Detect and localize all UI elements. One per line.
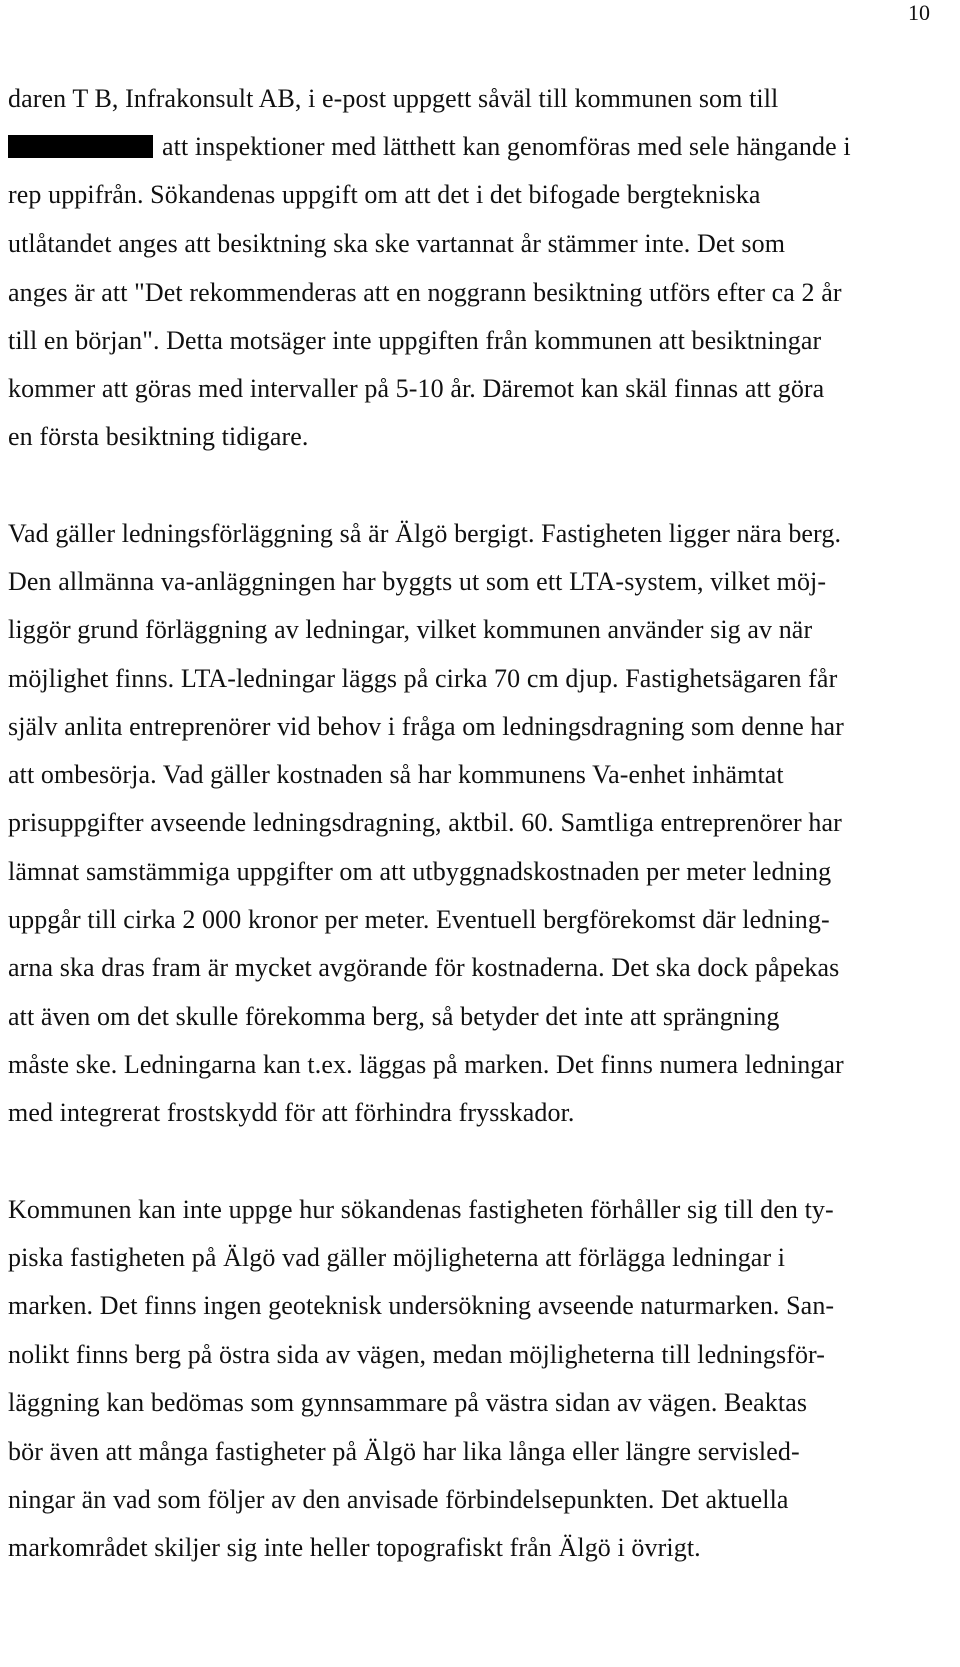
text-line: daren T B, Infrakonsult AB, i e-post uppgett såväl till kommunen som till <box>8 84 779 113</box>
text-line: möjlighet finns. LTA-ledningar läggs på cirka 70 cm djup. Fastighetsägaren får <box>8 664 838 693</box>
text-line: uppgår till cirka 2 000 kronor per meter. Eventuell bergförekomst där ledning- <box>8 905 830 934</box>
text-line: ningar än vad som följer av den anvisade förbindelsepunkten. Det aktuella <box>8 1485 789 1514</box>
text-line: prisuppgifter avseende ledningsdragning, aktbil. 60. Samtliga entreprenörer har <box>8 808 842 837</box>
text-line: bör även att många fastigheter på Älgö har lika långa eller längre servisled- <box>8 1437 800 1466</box>
text-line: måste ske. Ledningarna kan t.ex. läggas på marken. Det finns numera ledningar <box>8 1050 844 1079</box>
text-line: rep uppifrån. Sökandenas uppgift om att det i det bifogade bergtekniska <box>8 180 761 209</box>
text-line: Den allmänna va-anläggningen har byggts ut som ett LTA-system, vilket möj- <box>8 567 827 596</box>
text-line: utlåtandet anges att besiktning ska ske vartannat år stämmer inte. Det som <box>8 229 786 258</box>
text-line: kommer att göras med intervaller på 5-10 år. Däremot kan skäl finnas att göra <box>8 374 825 403</box>
text-line: en första besiktning tidigare. <box>8 422 309 451</box>
text-line: anges är att "Det rekommenderas att en noggrann besiktning utförs efter ca 2 år <box>8 278 842 307</box>
page-number: 10 <box>908 0 930 25</box>
text-line: markområdet skiljer sig inte heller topografiskt från Älgö i övrigt. <box>8 1533 701 1562</box>
text-line: att ombesörja. Vad gäller kostnaden så har kommunens Va-enhet inhämtat <box>8 760 784 789</box>
text-line: med integrerat frostskydd för att förhindra frysskador. <box>8 1098 575 1127</box>
redaction-block <box>8 135 153 158</box>
text-line: att även om det skulle förekomma berg, så betyder det inte att sprängning <box>8 1002 780 1031</box>
text-line: lämnat samstämmiga uppgifter om att utbyggnadskostnaden per meter ledning <box>8 857 832 886</box>
text-line: nolikt finns berg på östra sida av vägen, medan möjligheterna till ledningsför- <box>8 1340 826 1369</box>
text-line-with-redaction <box>8 132 851 162</box>
text-line: marken. Det finns ingen geoteknisk undersökning avseende naturmarken. San- <box>8 1291 835 1320</box>
text-line: piska fastigheten på Älgö vad gäller möjligheterna att förlägga ledningar i <box>8 1243 786 1272</box>
text-line: till en början". Detta motsäger inte uppgiften från kommunen att besiktningar <box>8 326 822 355</box>
text-line: läggning kan bedömas som gynnsammare på västra sidan av vägen. Beaktas <box>8 1388 808 1417</box>
text-line: Kommunen kan inte uppge hur sökandenas fastigheten förhåller sig till den ty- <box>8 1195 834 1224</box>
text-line: att inspektioner med lätthett kan genomföras med sele hängande i <box>162 132 851 161</box>
text-line: själv anlita entreprenörer vid behov i fråga om ledningsdragning som denne har <box>8 712 844 741</box>
text-line: arna ska dras fram är mycket avgörande för kostnaderna. Det ska dock påpekas <box>8 953 840 982</box>
text-line: liggör grund förläggning av ledningar, vilket kommunen använder sig av när <box>8 615 813 644</box>
text-line: Vad gäller ledningsförläggning så är Älgö bergigt. Fastigheten ligger nära berg. <box>8 519 842 548</box>
